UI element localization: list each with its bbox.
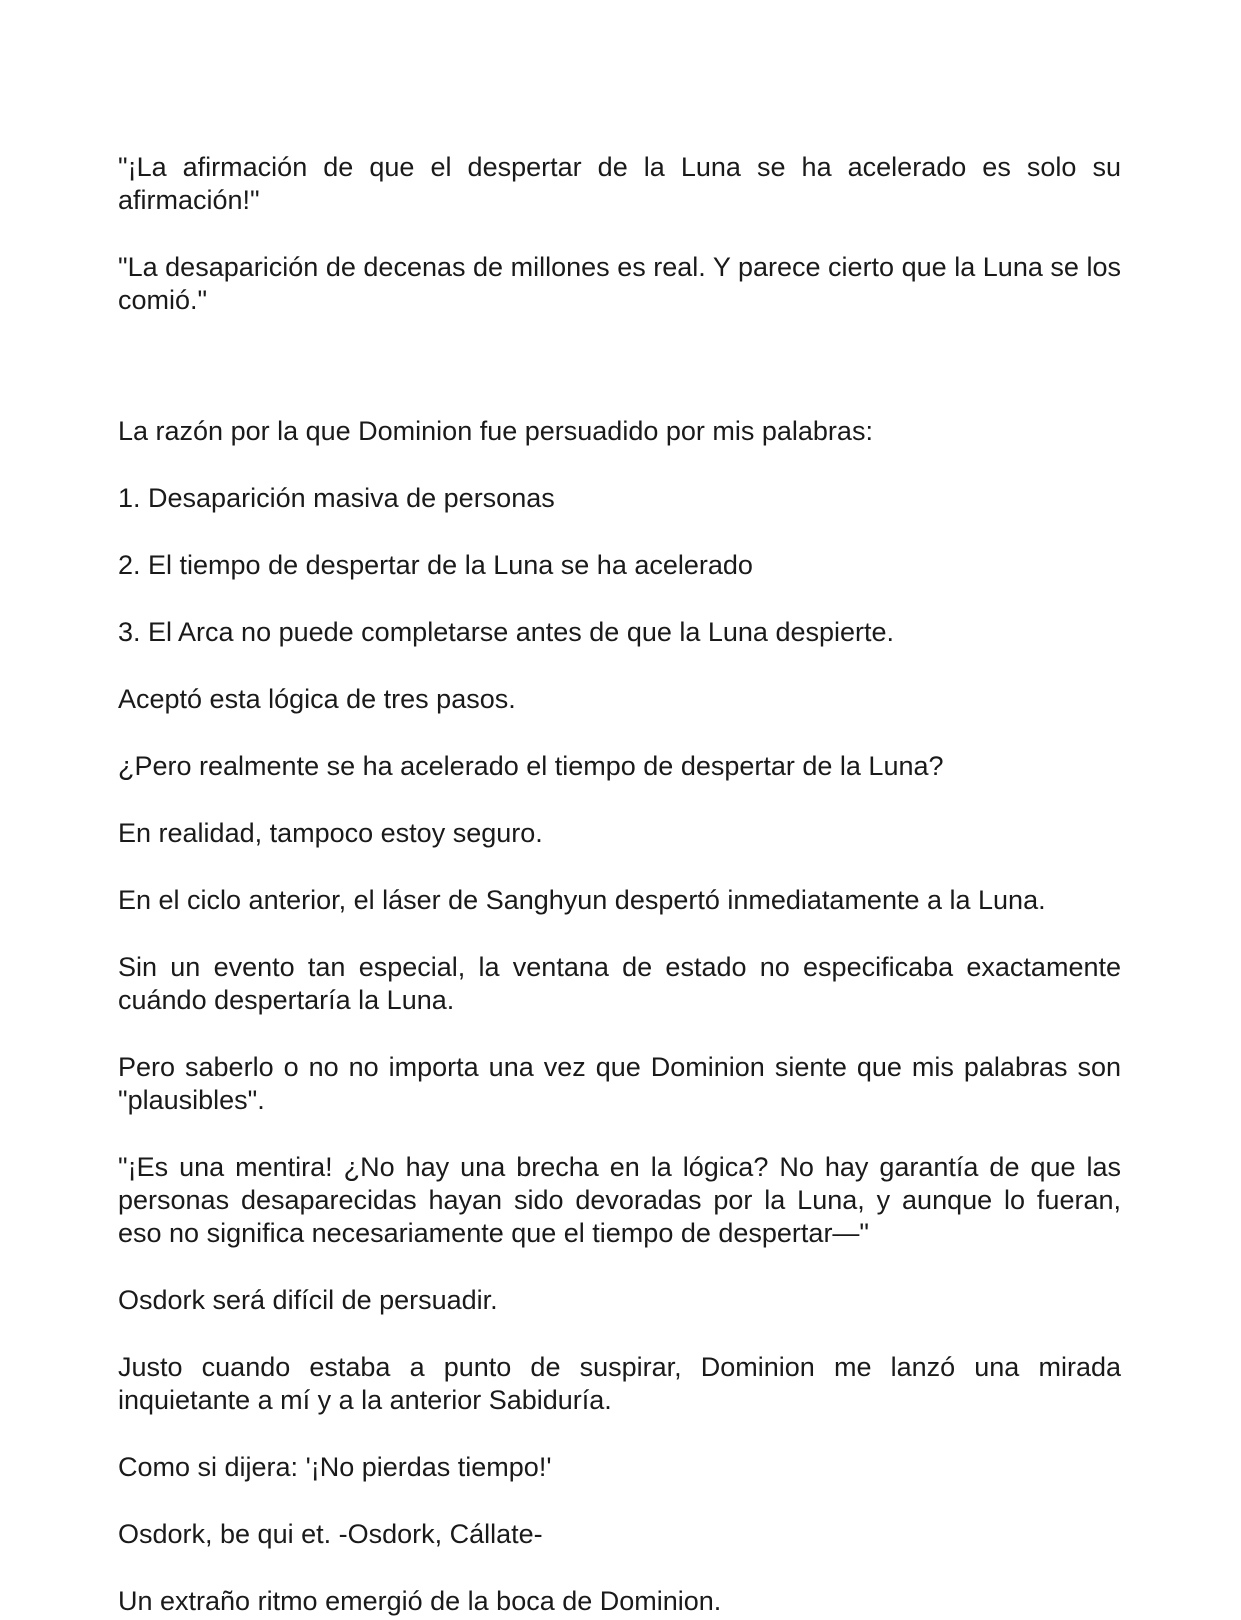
section-break [118,351,1121,415]
paragraph: En realidad, tampoco estoy seguro. [118,818,543,848]
paragraph: Aceptó esta lógica de tres pasos. [118,684,516,714]
paragraph: Osdork será difícil de persuadir. [118,1285,498,1315]
paragraph: Justo cuando estaba a punto de suspirar, Dominion me lanzó una mirada inquietante a mí y a la anterior Sabiduría. [118,1352,1121,1415]
list-item: 3. El Arca no puede completarse antes de que la Luna despierte. [118,617,895,647]
paragraph: Sin un evento tan especial, la ventana de estado no especificaba exactamente cuándo despertaría la Luna. [118,952,1121,1015]
list-item: 2. El tiempo de despertar de la Luna se ha acelerado [118,550,753,580]
paragraph: Un extraño ritmo emergió de la boca de Dominion. [118,1586,722,1616]
paragraph: En el ciclo anterior, el láser de Sanghyun despertó inmediatamente a la Luna. [118,885,1046,915]
paragraph: Pero saberlo o no no importa una vez que Dominion siente que mis palabras son "plausibles". [118,1052,1121,1115]
list-item: 1. Desaparición masiva de personas [118,483,555,513]
paragraph-dialogue: "La desaparición de decenas de millones es real. Y parece cierto que la Luna se los comió." [118,252,1121,315]
paragraph: La razón por la que Dominion fue persuadido por mis palabras: [118,416,873,446]
paragraph-dialogue: "¡Es una mentira! ¿No hay una brecha en la lógica? No hay garantía de que las personas desaparecidas hayan sido devoradas por la Luna, y aunque lo fueran, eso no significa necesariamente que el tiempo de despertar—" [118,1152,1121,1248]
paragraph-dialogue: "¡La afirmación de que el despertar de la Luna se ha acelerado es solo su afirmación!" [118,152,1121,215]
paragraph: Como si dijera: '¡No pierdas tiempo!' [118,1452,552,1482]
paragraph: ¿Pero realmente se ha acelerado el tiempo de despertar de la Luna? [118,751,944,781]
document-body [118,151,1121,1620]
paragraph: Osdork, be qui et. -Osdork, Cállate- [118,1519,543,1549]
